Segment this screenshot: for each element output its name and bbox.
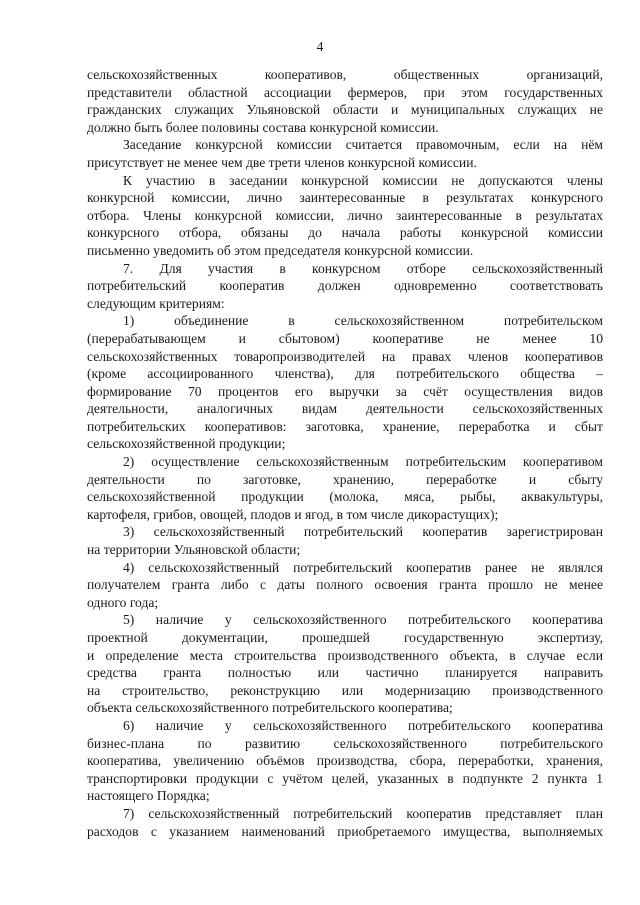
text-line: присутствует не менее чем две трети членов конкурсной комиссии. <box>87 154 477 170</box>
paragraph <box>87 172 603 260</box>
text-line: 2) осуществление сельскохозяйственным потребительским кооперативом <box>123 454 603 470</box>
text-line: 1) объединение в сельскохозяйственном потребительском <box>123 313 603 329</box>
text-line: деятельности, аналогичных видам деятельности сельскохозяйственных <box>87 401 603 417</box>
text-line: кооператива, увеличению объёмов производства, сбора, переработки, хранения, <box>87 753 603 769</box>
text-line: объекта сельскохозяйственного потребительского кооператива; <box>87 700 453 716</box>
text-line: сельскохозяйственных товаропроизводителей на правах членов кооперативов <box>87 348 603 364</box>
text-line: и определение места строительства производственного объекта, в случае если <box>87 647 603 663</box>
text-line: 4) сельскохозяйственный потребительский кооператив ранее не являлся <box>123 559 603 575</box>
text-line: письменно уведомить об этом председателя конкурсной комиссии. <box>87 242 474 258</box>
text-line: 3) сельскохозяйственный потребительский кооператив зарегистрирован <box>123 524 603 540</box>
text-line: 5) наличие у сельскохозяйственного потребительского кооператива <box>123 612 603 628</box>
text-line: потребительских кооперативов: заготовка, хранение, переработка и сбыт <box>87 418 603 434</box>
document-body <box>87 66 603 840</box>
text-line: 7. Для участия в конкурсном отборе сельскохозяйственный <box>123 260 603 276</box>
text-line: сельскохозяйственной продукции; <box>87 436 286 452</box>
text-line: гражданских служащих Ульяновской области и муниципальных служащих не <box>87 102 603 118</box>
text-line: деятельности по заготовке, хранению, переработке и сбыту <box>87 471 603 487</box>
text-line: одного года; <box>87 594 159 610</box>
page-number: 4 <box>316 39 324 54</box>
text-line: формирование 70 процентов его выручки за счёт осуществления видов <box>87 383 603 399</box>
text-line: должно быть более половины состава конкурсной комиссии. <box>87 119 439 135</box>
paragraph <box>87 717 603 805</box>
text-line: на строительство, реконструкцию или модернизацию производственного <box>87 682 603 698</box>
paragraph <box>87 312 603 453</box>
text-line: бизнес-плана по развитию сельскохозяйственного потребительского <box>87 735 603 751</box>
text-line: потребительский кооператив должен одновременно соответствовать <box>87 278 603 294</box>
paragraph <box>87 559 603 612</box>
text-line: конкурсной комиссии, лично заинтересованные в результатах конкурсного <box>87 190 603 206</box>
text-line: расходов с указанием наименований приобретаемого имущества, выполняемых <box>87 823 603 839</box>
text-line: проектной документации, прошедшей государственную экспертизу, <box>87 630 603 645</box>
paragraph <box>87 805 603 840</box>
text-line: (перерабатывающем и сбытовом) кооперативе не менее 10 <box>87 330 603 346</box>
paragraph <box>87 260 603 313</box>
text-line: транспортировки продукции с учётом целей, указанных в подпункте 2 пункта 1 <box>87 770 603 786</box>
text-line: конкурсного отбора, обязаны до начала работы конкурсной комиссии <box>87 225 603 241</box>
paragraph <box>87 66 603 136</box>
text-line: средства гранта полностью или частично планируется направить <box>87 665 603 681</box>
text-line: Заседание конкурсной комиссии считается правомочным, если на нём <box>123 137 603 153</box>
text-line: отбора. Члены конкурсной комиссии, лично заинтересованные в результатах <box>87 207 603 223</box>
text-line: представители областной ассоциации фермеров, при этом государственных <box>87 84 603 100</box>
text-line: получателем гранта либо с даты полного освоения гранта прошло не менее <box>87 577 603 593</box>
paragraph <box>87 523 603 558</box>
text-line: сельскохозяйственных кооперативов, общественных организаций, <box>87 67 603 82</box>
text-line: 6) наличие у сельскохозяйственного потребительского кооператива <box>123 717 603 733</box>
text-line: настоящего Порядка; <box>87 788 210 804</box>
text-line: сельскохозяйственной продукции (молока, мяса, рыбы, аквакультуры, <box>87 489 603 505</box>
text-line: следующим критериям: <box>87 295 225 311</box>
paragraph <box>87 453 603 523</box>
text-line: 7) сельскохозяйственный потребительский кооператив представляет план <box>123 805 603 821</box>
text-line: картофеля, грибов, овощей, плодов и ягод, в том числе дикорастущих); <box>87 506 499 522</box>
text-line: на территории Ульяновской области; <box>87 542 301 558</box>
text-line: К участию в заседании конкурсной комиссии не допускаются члены <box>123 172 603 188</box>
paragraph <box>87 611 603 717</box>
text-line: (кроме ассоциированного членства), для потребительского общества – <box>87 366 603 382</box>
paragraph <box>87 136 603 171</box>
